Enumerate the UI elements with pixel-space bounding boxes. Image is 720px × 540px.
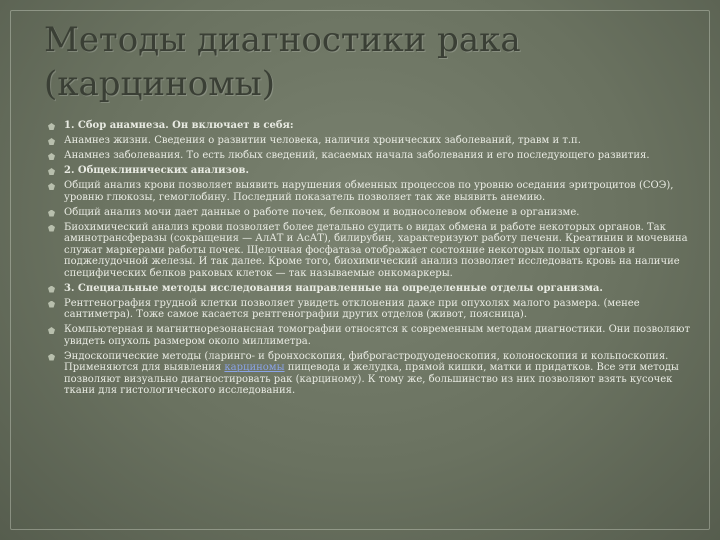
bullet-icon [48,286,55,293]
bullet-icon [48,225,55,232]
list-item [48,222,703,280]
bullet-icon [48,138,55,145]
list-item-text: Компьютерная и магнитнорезонансная томографии относятся к современным методам диагностики. Они позволяют увидеть опухоль размером около миллиметра. [64,324,690,347]
list-item [48,165,703,177]
bullet-icon [48,183,55,190]
list-item-text: 3. Специальные методы исследования направленные на определенные отделы организма. [64,282,603,294]
list-item-text: Анамнез заболевания. То есть любых сведений, касаемых начала заболевания и его последующего развития. [64,150,650,161]
list-item-text-before-link: Эндоскопические методы (ларинго- и бронхоскопия, фиброгастродуоденоскопия, колоноскопия и кольпоскопия. Применяются для выявления [64,350,669,373]
bullet-icon [48,123,55,130]
bullet-icon [48,153,55,160]
list-item [48,135,703,147]
list-item [48,150,703,162]
list-item [48,180,703,203]
slide-title: Методы диагностики рака (карциномы) [44,20,521,104]
bullet-icon [48,301,55,308]
list-item-text-after-link: пищевода и желудка, прямой кишки, матки и придатков. Все эти методы позволяют визуально диагностировать рак (карциному). К тому же, большинство из них позволяют взять кусочек ткани для гистологического исследования. [64,362,679,396]
list-item [48,351,703,397]
bullet-list [48,120,703,400]
list-item-text: Общий анализ мочи дает данные о работе почек, белковом и водносолевом обмене в организме. [64,206,580,218]
carcinoma-link[interactable]: карциномы [224,362,285,373]
bullet-icon [48,210,55,217]
bullet-icon [48,327,55,334]
list-item [48,324,703,347]
list-item-text: 1. Сбор анамнеза. Он включает в себя: [64,120,294,131]
list-item-text: Рентгенография грудной клетки позволяет увидеть отклонения даже при опухолях малого размера. (менее сантиметра). Тоже самое касается рентгенографии других отделов (живот, поясница). [64,297,640,320]
list-item-text: Биохимический анализ крови позволяет более детально судить о видах обмена и работе некоторых органов. Так аминотрансферазы (сокращения — АлАТ и АсАТ), билирубин, характеризуют работу печени. Креатинин и мочевина служат маркерами работы почек. Щелочная фосфатаза отображает состояние некоторых полых органов и поджелудочной железы. И так далее. Кроме того, биохимический анализ позволяет исследовать кровь на наличие специфических белков раковых клеток — так называемые онкомаркеры. [64,221,688,279]
list-item-text: 2. Общеклинических анализов. [64,165,249,176]
list-item [48,120,703,132]
bullet-icon [48,168,55,175]
list-item [48,298,703,321]
list-item-text: Анамнез жизни. Сведения о развитии человека, наличия хронических заболеваний, травм и т.п. [64,135,581,146]
list-item-text: Общий анализ крови позволяет выявить нарушения обменных процессов по уровню оседания эритроцитов (СОЭ), уровню глюкозы, гемоглобину. Последний показатель позволяет так же выявить анемию. [64,180,674,203]
list-item [48,207,703,219]
bullet-icon [48,354,55,361]
list-item [48,283,703,295]
